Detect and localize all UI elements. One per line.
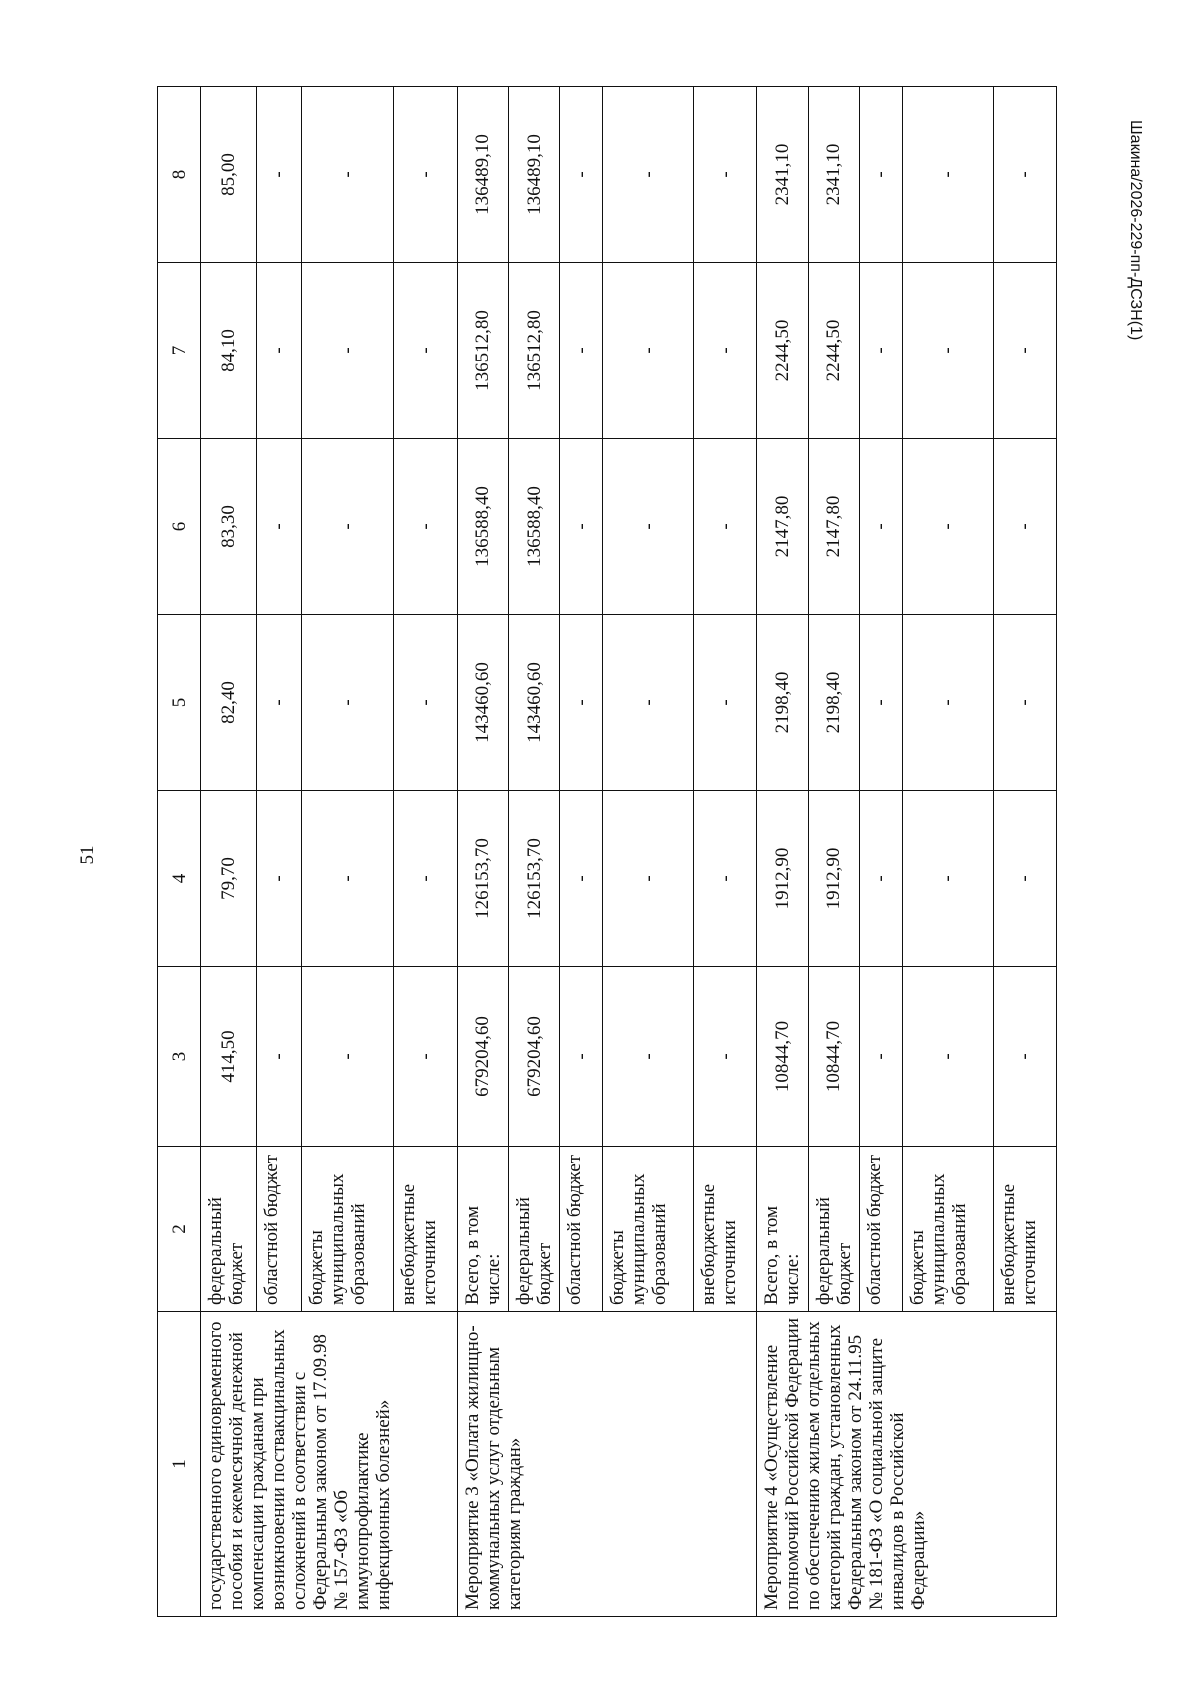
amount-cell: - <box>859 263 902 439</box>
col-header: 5 <box>158 615 201 791</box>
amount-cell: 136588,40 <box>508 439 559 615</box>
amount-cell: - <box>603 87 694 263</box>
col-header: 2 <box>158 1147 201 1312</box>
amount-cell: - <box>560 967 603 1147</box>
funding-source: внебюджетные источники <box>993 1147 1056 1312</box>
amount-cell: - <box>993 791 1056 967</box>
measure-title: Мероприятие 3 «Оплата жилищно-коммунальных услуг отдельным категориям граждан» <box>457 1312 757 1617</box>
amount-cell: - <box>693 967 756 1147</box>
amount-cell: 2244,50 <box>757 263 808 439</box>
amount-cell: - <box>394 439 457 615</box>
funding-source: федеральный бюджет <box>201 1147 256 1312</box>
amount-cell: 143460,60 <box>457 615 508 791</box>
amount-cell: - <box>301 967 394 1147</box>
amount-cell: - <box>256 615 301 791</box>
amount-cell: - <box>560 791 603 967</box>
amount-cell: 83,30 <box>201 439 256 615</box>
table-row <box>457 87 508 1617</box>
amount-cell: - <box>993 967 1056 1147</box>
amount-cell: 10844,70 <box>757 967 808 1147</box>
table-row <box>757 87 808 1617</box>
amount-cell: 136489,10 <box>457 87 508 263</box>
amount-cell: - <box>993 439 1056 615</box>
amount-cell: - <box>560 615 603 791</box>
amount-cell: 10844,70 <box>808 967 859 1147</box>
col-header: 3 <box>158 967 201 1147</box>
col-header: 7 <box>158 263 201 439</box>
table-row <box>201 87 256 1617</box>
amount-cell: 126153,70 <box>508 791 559 967</box>
amount-cell: 679204,60 <box>508 967 559 1147</box>
amount-cell: 136512,80 <box>508 263 559 439</box>
measure-title: Мероприятие 4 «Осуществление полномочий Российской Федерации по обеспечению жильем отдельных категорий граждан, установленных Федеральным законом от 24.11.95 № 181-ФЗ «О социальной защите инвалидов в Российской Федерации» <box>757 1312 1057 1617</box>
funding-source: Всего, в том числе: <box>457 1147 508 1312</box>
amount-cell: 136588,40 <box>457 439 508 615</box>
amount-cell: 1912,90 <box>808 791 859 967</box>
amount-cell: 2198,40 <box>757 615 808 791</box>
amount-cell: - <box>603 263 694 439</box>
amount-cell: - <box>603 791 694 967</box>
amount-cell: - <box>993 87 1056 263</box>
amount-cell: 2147,80 <box>808 439 859 615</box>
amount-cell: - <box>256 439 301 615</box>
amount-cell: - <box>603 439 694 615</box>
col-header: 1 <box>158 1312 201 1617</box>
rotated-table-wrapper <box>157 87 1057 1617</box>
footer-code: Шакина/2026-229-пп-ДСЗН(1) <box>1127 120 1144 341</box>
page-number: 51 <box>77 845 98 865</box>
measure-title: государственного единовременного пособия и ежемесячной денежной компенсации гражданам при возникновении поствакцинальных осложнений в соответствии с Федеральным законом от 17.09.98 № 157-ФЗ «Об иммунопрофилактике инфекционных болезней» <box>201 1312 457 1617</box>
funding-source: внебюджетные источники <box>394 1147 457 1312</box>
amount-cell: - <box>903 87 994 263</box>
amount-cell: - <box>301 615 394 791</box>
amount-cell: - <box>903 967 994 1147</box>
amount-cell: - <box>603 615 694 791</box>
amount-cell: - <box>394 263 457 439</box>
amount-cell: - <box>903 791 994 967</box>
funding-source: внебюджетные источники <box>693 1147 756 1312</box>
amount-cell: 136512,80 <box>457 263 508 439</box>
funding-source: областной бюджет <box>560 1147 603 1312</box>
budget-table <box>157 86 1057 1617</box>
funding-source: областной бюджет <box>859 1147 902 1312</box>
amount-cell: - <box>560 263 603 439</box>
amount-cell: 2341,10 <box>808 87 859 263</box>
amount-cell: - <box>394 615 457 791</box>
funding-source: бюджеты муниципальных образований <box>603 1147 694 1312</box>
amount-cell: - <box>903 615 994 791</box>
amount-cell: - <box>693 439 756 615</box>
amount-cell: - <box>301 263 394 439</box>
amount-cell: - <box>560 87 603 263</box>
col-header: 6 <box>158 439 201 615</box>
amount-cell: - <box>693 87 756 263</box>
amount-cell: 2147,80 <box>757 439 808 615</box>
amount-cell: - <box>859 967 902 1147</box>
amount-cell: 2341,10 <box>757 87 808 263</box>
amount-cell: - <box>903 263 994 439</box>
amount-cell: - <box>256 263 301 439</box>
funding-source: федеральный бюджет <box>808 1147 859 1312</box>
amount-cell: - <box>859 615 902 791</box>
amount-cell: - <box>301 439 394 615</box>
funding-source: бюджеты муниципальных образований <box>903 1147 994 1312</box>
amount-cell: - <box>301 791 394 967</box>
table-body <box>158 87 1057 1617</box>
amount-cell: - <box>394 967 457 1147</box>
amount-cell: - <box>603 967 694 1147</box>
funding-source: областной бюджет <box>256 1147 301 1312</box>
amount-cell: 126153,70 <box>457 791 508 967</box>
amount-cell: 82,40 <box>201 615 256 791</box>
amount-cell: 136489,10 <box>508 87 559 263</box>
amount-cell: - <box>256 791 301 967</box>
amount-cell: - <box>693 263 756 439</box>
amount-cell: - <box>394 791 457 967</box>
amount-cell: - <box>301 87 394 263</box>
amount-cell: 85,00 <box>201 87 256 263</box>
amount-cell: 2244,50 <box>808 263 859 439</box>
amount-cell: - <box>560 439 603 615</box>
amount-cell: - <box>993 263 1056 439</box>
col-header: 8 <box>158 87 201 263</box>
amount-cell: - <box>693 791 756 967</box>
amount-cell: - <box>903 439 994 615</box>
column-number-row <box>158 87 201 1617</box>
amount-cell: 2198,40 <box>808 615 859 791</box>
amount-cell: 679204,60 <box>457 967 508 1147</box>
funding-source: федеральный бюджет <box>508 1147 559 1312</box>
funding-source: Всего, в том числе: <box>757 1147 808 1312</box>
funding-source: бюджеты муниципальных образований <box>301 1147 394 1312</box>
amount-cell: 79,70 <box>201 791 256 967</box>
amount-cell: - <box>859 439 902 615</box>
amount-cell: - <box>993 615 1056 791</box>
amount-cell: - <box>859 791 902 967</box>
amount-cell: 1912,90 <box>757 791 808 967</box>
amount-cell: 84,10 <box>201 263 256 439</box>
amount-cell: - <box>693 615 756 791</box>
amount-cell: - <box>394 87 457 263</box>
amount-cell: - <box>256 967 301 1147</box>
amount-cell: 414,50 <box>201 967 256 1147</box>
amount-cell: 143460,60 <box>508 615 559 791</box>
amount-cell: - <box>859 87 902 263</box>
amount-cell: - <box>256 87 301 263</box>
col-header: 4 <box>158 791 201 967</box>
